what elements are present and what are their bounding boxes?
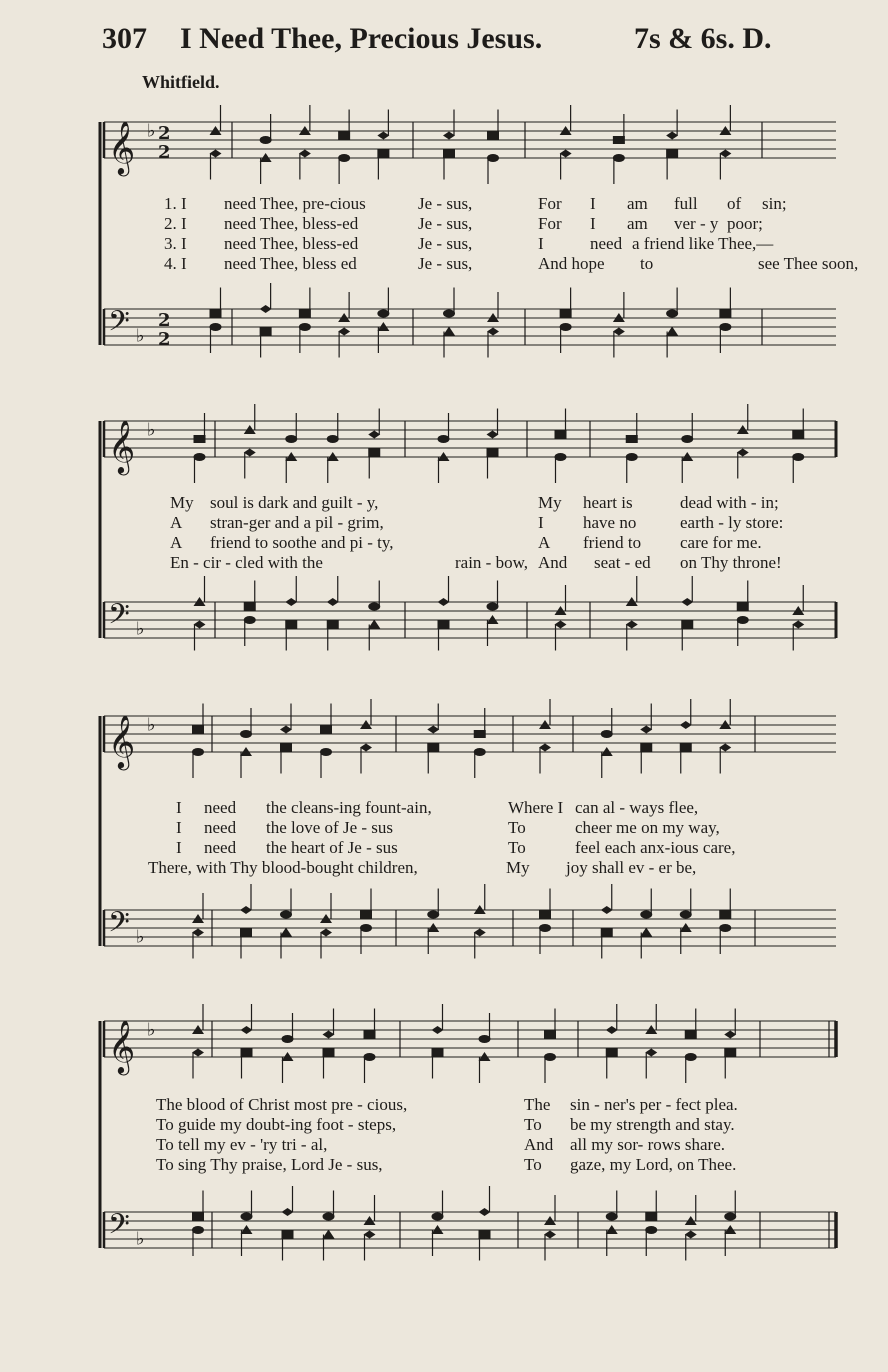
- lyric-word: I: [590, 194, 596, 213]
- tenor-note: [680, 911, 692, 919]
- lyric-word: To: [524, 1115, 542, 1134]
- lyric-word: Where I: [508, 798, 564, 817]
- lyric-verse-2: [100, 818, 840, 838]
- alto-note: [360, 744, 372, 752]
- lyric-word: The blood of Christ most pre - cious,: [156, 1095, 408, 1114]
- flat-icon: ♭: [147, 120, 156, 142]
- lyric-verse-4: [100, 858, 840, 878]
- soprano-note: [377, 132, 389, 140]
- lyric-verse-3: [100, 533, 840, 553]
- bass-note: [737, 616, 749, 624]
- lyric-word: 3. I: [164, 234, 187, 253]
- soprano-note: [724, 1031, 736, 1039]
- lyric-word: care for me.: [680, 533, 762, 552]
- lyric-word: A: [538, 533, 551, 552]
- bass-note: [645, 1226, 657, 1234]
- lyric-word: see Thee soon,: [758, 254, 859, 273]
- lyric-word: Je - sus,: [418, 254, 473, 273]
- flat-icon: ♭: [136, 926, 145, 948]
- bass-note: [474, 929, 486, 937]
- treble-clef-icon: 𝄞: [108, 1019, 136, 1073]
- bass-note: [792, 621, 804, 629]
- soprano-note: [479, 1035, 491, 1043]
- time-signature-bottom: 2: [158, 329, 171, 350]
- soprano-note: [192, 726, 204, 734]
- lyric-word: rain - bow,: [455, 553, 529, 572]
- alto-note: [474, 748, 486, 756]
- bass-note: [210, 323, 222, 331]
- tenor-note: [368, 603, 380, 611]
- lyric-word: feel each anx-ious care,: [575, 838, 736, 857]
- lyric-word: am: [627, 194, 648, 213]
- bass-note: [613, 328, 625, 336]
- lyric-word: the love of Je - sus: [266, 818, 394, 837]
- alto-note: [560, 150, 572, 158]
- lyric-word: dead with - in;: [680, 493, 779, 512]
- lyric-word: soul is dark and guilt - y,: [210, 493, 379, 512]
- lyric-word: My: [170, 493, 194, 512]
- bass-note: [364, 1231, 376, 1239]
- alto-note: [210, 150, 222, 158]
- lyrics-block-4: [100, 1095, 840, 1177]
- tenor-note: [539, 911, 551, 919]
- time-signature-bottom: 2: [158, 142, 171, 163]
- bass-note: [240, 929, 252, 937]
- alto-note: [613, 154, 625, 162]
- alto-note: [241, 1049, 253, 1057]
- lyric-word: have no: [583, 513, 637, 532]
- tenor-note: [244, 603, 256, 611]
- lyric-word: a friend like Thee,—: [632, 234, 774, 253]
- alto-note: [244, 449, 256, 457]
- alto-note: [194, 453, 206, 461]
- lyric-word: There, with Thy blood-bought children,: [148, 858, 418, 877]
- tenor-note: [240, 906, 252, 914]
- lyric-word: cheer me on my way,: [575, 818, 720, 837]
- alto-note: [427, 744, 439, 752]
- soprano-note: [487, 431, 499, 439]
- alto-note: [539, 744, 551, 752]
- lyric-word: poor;: [727, 214, 763, 233]
- alto-note: [555, 453, 567, 461]
- bass-note: [555, 621, 567, 629]
- lyric-word: And hope: [538, 254, 605, 273]
- tenor-note: [487, 603, 499, 611]
- lyric-word: on Thy throne!: [680, 553, 782, 572]
- alto-note: [792, 453, 804, 461]
- lyric-word: My: [538, 493, 562, 512]
- tenor-note: [192, 1213, 204, 1221]
- soprano-note: [640, 726, 652, 734]
- lyric-verse-4: [100, 1155, 840, 1175]
- time-signature-top: 2: [158, 123, 171, 144]
- bass-note: [192, 929, 204, 937]
- bass-note: [719, 924, 731, 932]
- soprano-note: [666, 132, 678, 140]
- lyric-word: heart is: [583, 493, 633, 512]
- soprano-note: [432, 1026, 444, 1034]
- soprano-note: [320, 726, 332, 734]
- lyric-verse-3: [100, 234, 840, 254]
- bass-note: [323, 1230, 335, 1239]
- lyric-word: To: [508, 838, 526, 857]
- tenor-note: [724, 1213, 736, 1221]
- lyric-word: earth - ly store:: [680, 513, 784, 532]
- lyrics-block-1: [100, 194, 859, 276]
- lyric-word: I: [538, 513, 544, 532]
- lyric-verse-1: [100, 194, 840, 214]
- tenor-note: [640, 911, 652, 919]
- lyric-word: I: [176, 818, 182, 837]
- lyric-word: need Thee, pre-cious: [224, 194, 366, 213]
- bass-note: [438, 621, 450, 629]
- flat-icon: ♭: [136, 1228, 145, 1250]
- bass-staff: [104, 283, 836, 358]
- alto-note: [364, 1053, 376, 1061]
- composer-name: Whitfield.: [142, 72, 220, 92]
- soprano-note: [280, 726, 292, 734]
- time-signature-top: 2: [158, 310, 171, 331]
- lyric-word: sin;: [762, 194, 787, 213]
- soprano-note: [438, 435, 450, 443]
- lyric-word: 1. I: [164, 194, 187, 213]
- lyric-word: My: [506, 858, 530, 877]
- bass-note: [244, 616, 256, 624]
- bass-note: [487, 328, 499, 336]
- bass-clef-icon: 𝄢: [108, 906, 130, 946]
- alto-note: [645, 1049, 657, 1057]
- bass-note: [327, 621, 339, 629]
- tenor-note: [282, 1208, 294, 1216]
- bass-note: [194, 621, 206, 629]
- lyrics-block-2: [100, 493, 840, 575]
- lyric-word: joy shall ev - er be,: [566, 858, 697, 877]
- alto-note: [487, 449, 499, 457]
- alto-note: [724, 1049, 736, 1057]
- tenor-note: [479, 1208, 491, 1216]
- lyric-word: And: [524, 1135, 554, 1154]
- treble-staff: [104, 699, 836, 778]
- bass-note: [443, 327, 455, 336]
- lyric-word: can al - ways flee,: [575, 798, 699, 817]
- bass-note: [320, 929, 332, 937]
- bass-note: [479, 1231, 491, 1239]
- lyric-word: stran-ger and a pil - grim,: [210, 513, 384, 532]
- lyric-word: En - cir - cled with the: [170, 553, 323, 572]
- treble-staff: [104, 105, 836, 184]
- lyric-word: full: [674, 194, 698, 213]
- alto-note: [666, 150, 678, 158]
- soprano-note: [282, 1035, 294, 1043]
- bass-note: [666, 327, 678, 336]
- tenor-note: [427, 911, 439, 919]
- tenor-note: [280, 911, 292, 919]
- bass-note: [544, 1231, 556, 1239]
- lyric-word: sin - ner's per - fect plea.: [570, 1095, 738, 1114]
- tenor-note: [241, 1213, 253, 1221]
- bass-note: [280, 928, 292, 937]
- lyric-word: need: [590, 234, 623, 253]
- tenor-note: [645, 1213, 657, 1221]
- flat-icon: ♭: [147, 714, 156, 736]
- bass-note: [560, 323, 572, 331]
- alto-note: [368, 449, 380, 457]
- lyric-verse-2: [100, 214, 840, 234]
- lyric-word: 2. I: [164, 214, 187, 233]
- alto-note: [299, 150, 311, 158]
- alto-note: [737, 449, 749, 457]
- soprano-note: [792, 431, 804, 439]
- tenor-note: [377, 310, 389, 318]
- lyric-verse-3: [100, 1135, 840, 1155]
- soprano-note: [680, 721, 692, 729]
- tenor-note: [560, 310, 572, 318]
- lyric-verse-4: [100, 254, 859, 274]
- soprano-note: [626, 435, 638, 443]
- lyric-word: Je - sus,: [418, 234, 473, 253]
- soprano-note: [368, 431, 380, 439]
- bass-note: [719, 323, 731, 331]
- alto-note: [626, 453, 638, 461]
- bass-clef-icon: 𝄢: [108, 305, 130, 345]
- lyric-word: need: [204, 818, 237, 837]
- flat-icon: ♭: [147, 419, 156, 441]
- alto-note: [719, 744, 731, 752]
- bass-note: [601, 929, 613, 937]
- treble-staff: [104, 1004, 836, 1083]
- soprano-note: [487, 132, 499, 140]
- tenor-note: [285, 598, 297, 606]
- soprano-note: [613, 136, 625, 144]
- treble-clef-icon: 𝄞: [108, 419, 136, 473]
- lyric-verse-1: [100, 493, 840, 513]
- alto-note: [640, 744, 652, 752]
- bass-staff: [104, 576, 836, 651]
- lyric-word: am: [627, 214, 648, 233]
- lyric-word: all my sor- rows share.: [570, 1135, 725, 1154]
- bass-note: [640, 928, 652, 937]
- flat-icon: ♭: [136, 325, 145, 347]
- soprano-note: [601, 730, 613, 738]
- bass-staff: [104, 884, 836, 959]
- hymn-title: I Need Thee, Precious Jesus.: [180, 22, 543, 55]
- alto-note: [443, 150, 455, 158]
- soprano-note: [606, 1026, 618, 1034]
- soprano-note: [427, 726, 439, 734]
- lyric-word: seat - ed: [594, 553, 651, 572]
- lyric-verse-3: [100, 838, 840, 858]
- tenor-note: [601, 906, 613, 914]
- alto-note: [377, 150, 389, 158]
- alto-note: [192, 1049, 204, 1057]
- lyric-verse-1: [100, 798, 840, 818]
- alto-note: [432, 1049, 444, 1057]
- alto-note: [192, 748, 204, 756]
- tenor-note: [737, 603, 749, 611]
- lyric-word: Je - sus,: [418, 194, 473, 213]
- soprano-note: [241, 1026, 253, 1034]
- tenor-note: [606, 1213, 618, 1221]
- lyric-verse-2: [100, 513, 840, 533]
- bass-note: [360, 924, 372, 932]
- alto-note: [680, 744, 692, 752]
- lyrics-block-3: [100, 798, 840, 880]
- soprano-note: [260, 136, 272, 144]
- lyric-word: of: [727, 194, 742, 213]
- bass-note: [338, 328, 350, 336]
- lyric-word: To: [508, 818, 526, 837]
- treble-staff: [104, 404, 836, 483]
- lyric-word: ver - y: [674, 214, 719, 233]
- bass-note: [539, 924, 551, 932]
- lyric-word: To tell my ev - 'ry tri - al,: [156, 1135, 328, 1154]
- soprano-note: [474, 730, 486, 738]
- alto-note: [487, 154, 499, 162]
- lyric-word: need: [204, 798, 237, 817]
- bass-note: [368, 620, 380, 629]
- lyric-word: A: [170, 513, 183, 532]
- flat-icon: ♭: [136, 618, 145, 640]
- tenor-note: [327, 598, 339, 606]
- soprano-note: [240, 730, 252, 738]
- tenor-note: [443, 310, 455, 318]
- lyric-word: I: [176, 838, 182, 857]
- alto-note: [685, 1053, 697, 1061]
- soprano-note: [681, 435, 693, 443]
- lyric-word: to: [640, 254, 654, 273]
- bass-clef-icon: 𝄢: [108, 598, 130, 638]
- tenor-note: [432, 1213, 444, 1221]
- lyric-verse-4: [100, 553, 840, 573]
- soprano-note: [544, 1031, 556, 1039]
- lyric-word: For: [538, 214, 562, 233]
- lyric-word: I: [590, 214, 596, 233]
- soprano-note: [194, 435, 206, 443]
- lyric-word: be my strength and stay.: [570, 1115, 735, 1134]
- lyric-word: need Thee, bless-ed: [224, 234, 359, 253]
- flat-icon: ♭: [147, 1019, 156, 1041]
- treble-clef-icon: 𝄞: [108, 120, 136, 174]
- tenor-note: [719, 310, 731, 318]
- lyric-word: I: [538, 234, 544, 253]
- lyric-word: Je - sus,: [418, 214, 473, 233]
- hymn-number: 307: [102, 22, 147, 55]
- bass-note: [282, 1231, 294, 1239]
- tenor-note: [719, 911, 731, 919]
- soprano-note: [338, 132, 350, 140]
- alto-note: [323, 1049, 335, 1057]
- bass-staff: [104, 1186, 836, 1261]
- lyric-word: To sing Thy praise, Lord Je - sus,: [156, 1155, 383, 1174]
- soprano-note: [323, 1031, 335, 1039]
- lyric-word: I: [176, 798, 182, 817]
- bass-note: [260, 328, 272, 336]
- lyric-word: For: [538, 194, 562, 213]
- tenor-note: [360, 911, 372, 919]
- lyric-word: the heart of Je - sus: [266, 838, 398, 857]
- soprano-note: [443, 132, 455, 140]
- lyric-word: And: [538, 553, 568, 572]
- alto-note: [606, 1049, 618, 1057]
- bass-clef-icon: 𝄢: [108, 1208, 130, 1248]
- tenor-note: [299, 310, 311, 318]
- tenor-note: [666, 310, 678, 318]
- lyric-word: friend to: [583, 533, 642, 552]
- soprano-note: [327, 435, 339, 443]
- lyric-verse-1: [100, 1095, 840, 1115]
- soprano-note: [364, 1031, 376, 1039]
- soprano-note: [555, 431, 567, 439]
- soprano-note: [285, 435, 297, 443]
- alto-note: [338, 154, 350, 162]
- bass-note: [681, 621, 693, 629]
- lyric-word: friend to soothe and pi - ty,: [210, 533, 394, 552]
- alto-note: [544, 1053, 556, 1061]
- lyric-word: need Thee, bless ed: [224, 254, 357, 273]
- lyric-word: gaze, my Lord, on Thee.: [570, 1155, 737, 1174]
- soprano-note: [685, 1031, 697, 1039]
- treble-clef-icon: 𝄞: [108, 714, 136, 768]
- lyric-word: To guide my doubt-ing foot - steps,: [156, 1115, 397, 1134]
- tenor-note: [438, 598, 450, 606]
- alto-note: [719, 150, 731, 158]
- lyric-word: need: [204, 838, 237, 857]
- lyric-word: need Thee, bless-ed: [224, 214, 359, 233]
- hymn-meter: 7s & 6s. D.: [634, 22, 772, 55]
- lyric-word: The: [524, 1095, 551, 1114]
- lyric-word: To: [524, 1155, 542, 1174]
- lyric-word: the cleans-ing fount-ain,: [266, 798, 432, 817]
- lyric-word: A: [170, 533, 183, 552]
- bass-note: [685, 1231, 697, 1239]
- bass-note: [299, 323, 311, 331]
- lyric-verse-2: [100, 1115, 840, 1135]
- lyric-word: 4. I: [164, 254, 187, 273]
- bass-note: [192, 1226, 204, 1234]
- alto-note: [320, 748, 332, 756]
- tenor-note: [323, 1213, 335, 1221]
- tenor-note: [681, 598, 693, 606]
- tenor-note: [260, 305, 272, 313]
- bass-note: [285, 621, 297, 629]
- tenor-note: [210, 310, 222, 318]
- alto-note: [280, 744, 292, 752]
- bass-note: [626, 621, 638, 629]
